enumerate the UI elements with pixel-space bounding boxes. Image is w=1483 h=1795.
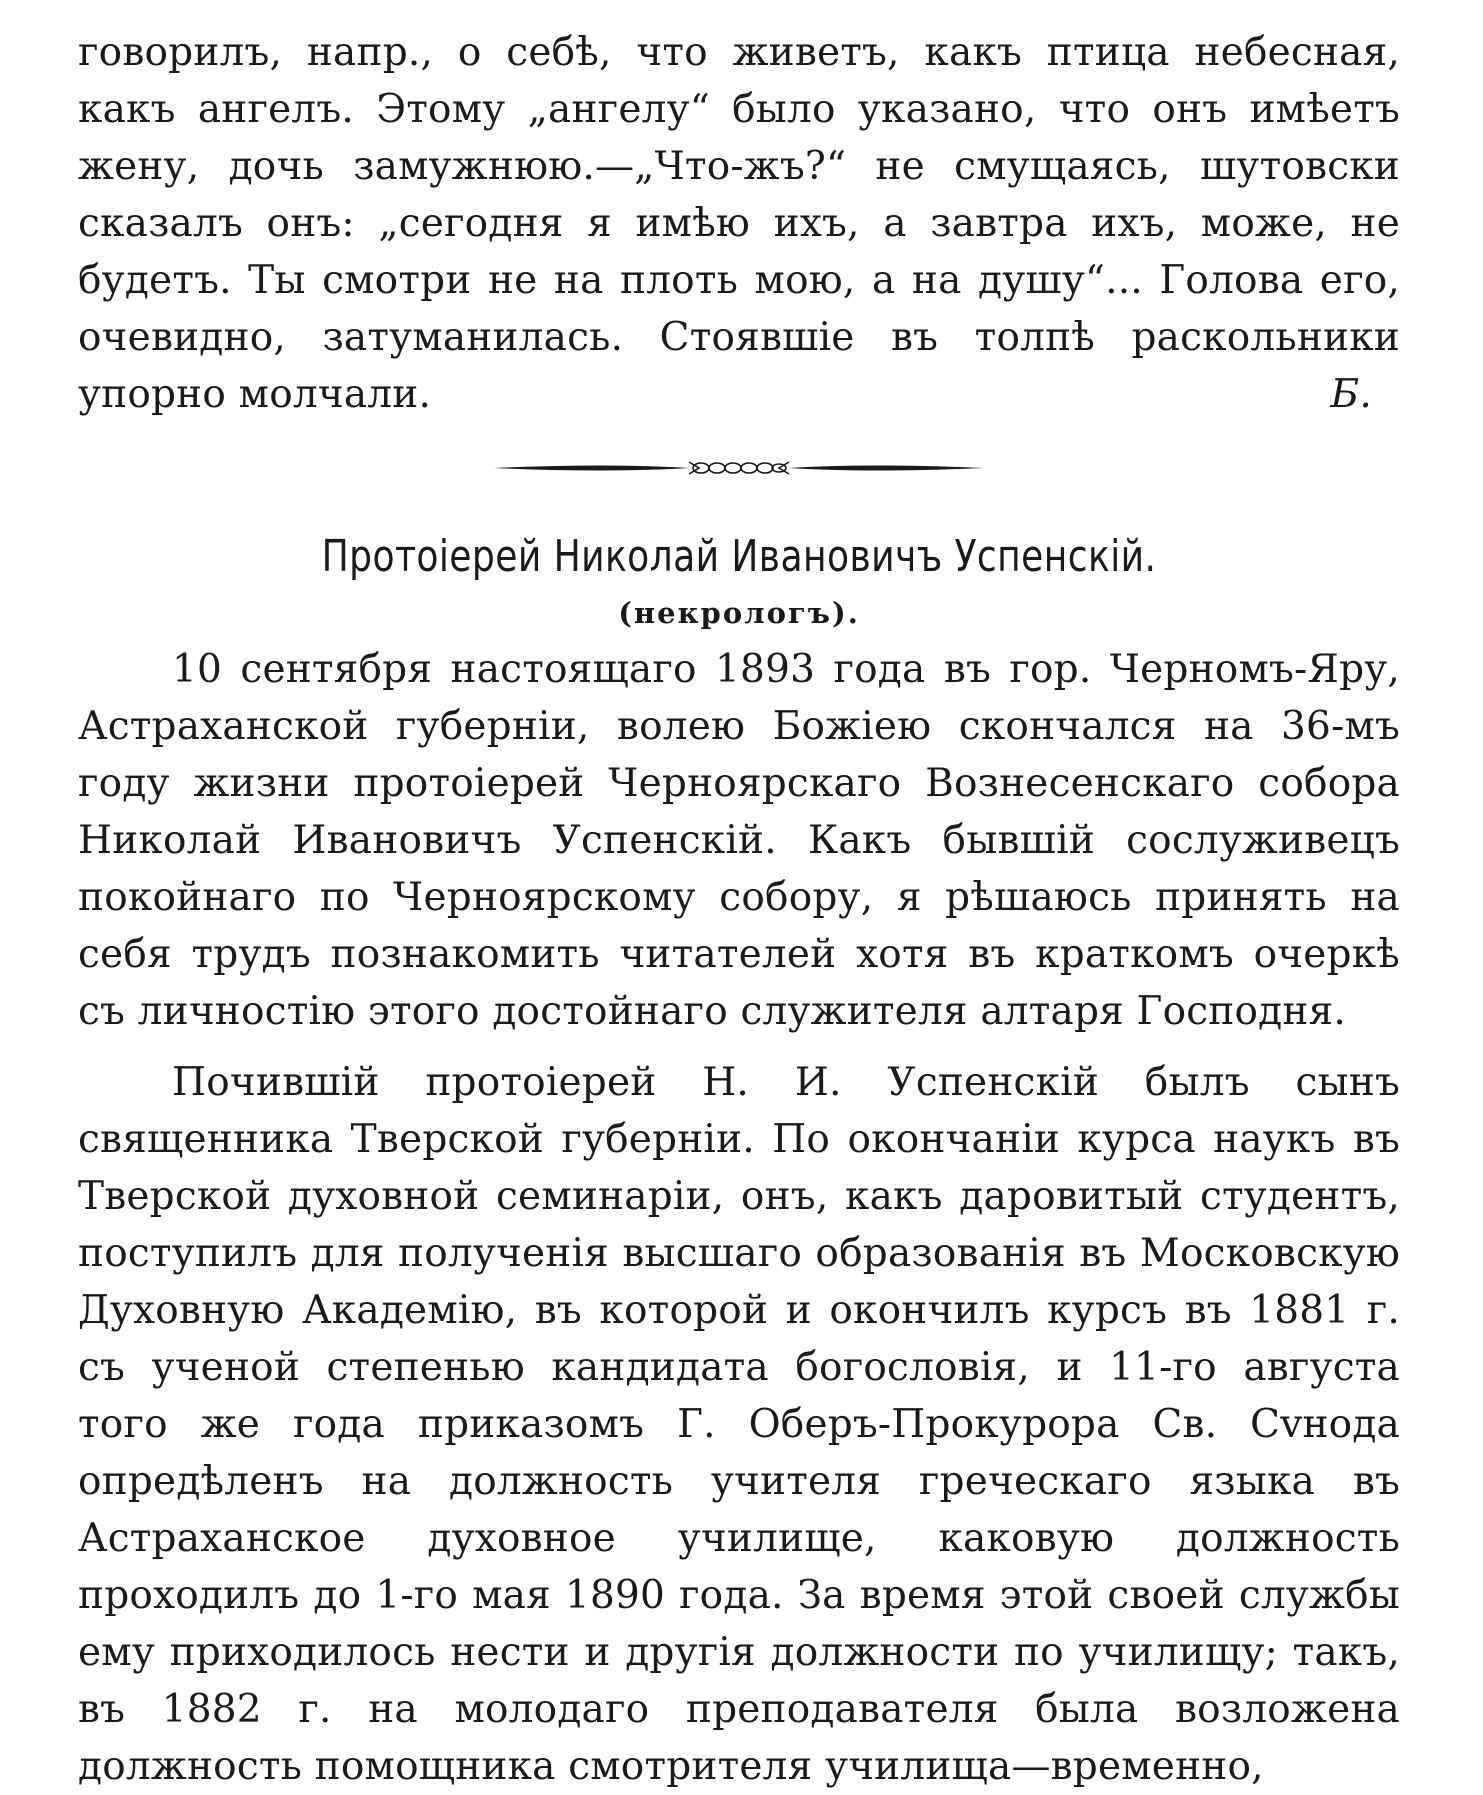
article-paragraph-1: 10 сентября настоящаго 1893 года въ гор. Черномъ-Яру, Астраханской губерніи, волею Божіею скончался на 36-мъ году жизни протоіерей Черноярскаго Вознесенскаго собора Николай Ивановичъ Успенскій. Какъ бывшій сослуживецъ покойнаго по Черноярскому собору, я рѣшаюсь принять на себя трудъ познакомить читателей хотя въ краткомъ очеркѣ съ личностію этого достойнаго служителя алтаря Господня. bbox=[78, 647, 1400, 1034]
article-subtitle: (некрологъ). bbox=[618, 596, 860, 630]
top-paragraph-text: говорилъ, напр., о себѣ, что живетъ, какъ птица небесная, какъ ангелъ. Этому „ангелу“ было указано, что онъ имѣетъ жену, дочь замужнюю.—„Что-жъ?“ не смущаясь, шутовски сказалъ онъ: „сегодня я имѣю ихъ, а завтра ихъ, може, не будетъ. Ты смотри не на плоть мою, а на душу“... Голова его, очевидно, затуманилась. Стоявшіе въ толпѣ раскольники упорно молчали. bbox=[78, 30, 1400, 417]
top-paragraph bbox=[78, 24, 1400, 423]
article-paragraph-2: Почившій протоіерей Н. И. Успенскій былъ сынъ священника Тверской губерніи. По окончаніи курса наукъ въ Тверской духовной семинаріи, онъ, какъ даровитый студентъ, поступилъ для полученія высшаго образованія въ Московскую Духовную Академію, въ которой и окончилъ курсъ въ 1881 г. съ ученой степенью кандидата богословія, и 11-го августа того же года приказомъ Г. Оберъ-Прокурора Св. Сvнода опредѣленъ на должность учителя греческаго языка въ Астраханское духовное училище, каковую должность проходилъ до 1-го мая 1890 года. За время этой своей службы ему приходилось нести и другія должности по училищу; такъ, въ 1882 г. на молодаго преподавателя была возложена должность помощника смотрителя училища—временно, bbox=[78, 1060, 1400, 1789]
document-page bbox=[78, 24, 1400, 1795]
author-signature: Б. bbox=[1330, 372, 1372, 417]
article-title: Протоіерей Николай Ивановичъ Успенскій. bbox=[321, 531, 1157, 582]
decorative-divider-icon bbox=[489, 453, 989, 483]
